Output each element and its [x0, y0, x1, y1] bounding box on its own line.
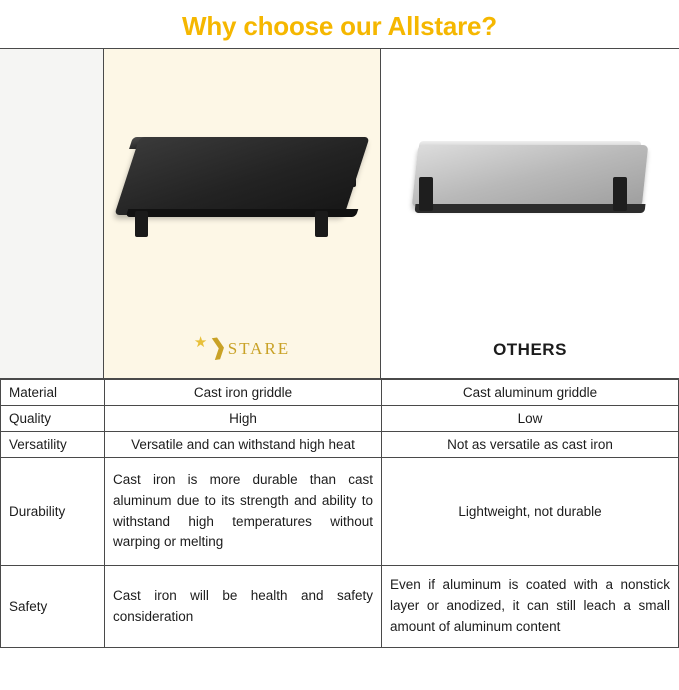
- hero-others-cell: [381, 49, 679, 378]
- others-label: OTHERS: [493, 340, 567, 359]
- row-others-value: Even if aluminum is coated with a nonstick layer or anodized, it can still leach a small amount of aluminum content: [382, 566, 679, 648]
- row-label: Material: [1, 380, 105, 406]
- star-icon: ★: [193, 335, 210, 351]
- hero-label-cell: [0, 49, 104, 378]
- row-others-value: Cast aluminum griddle: [382, 380, 679, 406]
- row-ours-value: Cast iron griddle: [105, 380, 382, 406]
- row-ours-value: Versatile and can withstand high heat: [105, 432, 382, 458]
- comparison-section: [0, 48, 679, 690]
- brand-logo: [104, 334, 380, 360]
- swoosh-icon: ❱: [207, 332, 232, 361]
- row-others-value: Lightweight, not durable: [382, 458, 679, 566]
- cast-aluminum-griddle-photo: [381, 49, 679, 318]
- row-ours-value: High: [105, 406, 382, 432]
- row-label: Durability: [1, 458, 105, 566]
- row-label: Safety: [1, 566, 105, 648]
- table-row: [1, 458, 679, 566]
- row-others-value: Not as versatile as cast iron: [382, 432, 679, 458]
- table-row: [1, 566, 679, 648]
- row-label: Quality: [1, 406, 105, 432]
- page-title: Why choose our Allstare?: [182, 11, 497, 41]
- table-row: [1, 432, 679, 458]
- table-row: [1, 380, 679, 406]
- table-row: [1, 406, 679, 432]
- hero-ours-cell: [104, 49, 381, 378]
- comparison-table: [0, 379, 679, 648]
- hero-row: [0, 49, 679, 379]
- brand-name: STARE: [227, 339, 291, 358]
- row-ours-value: Cast iron is more durable than cast aluminum due to its strength and ability to withstand high temperatures without warping or melting: [105, 458, 382, 566]
- cast-iron-griddle-photo: [104, 49, 380, 318]
- row-label: Versatility: [1, 432, 105, 458]
- row-ours-value: Cast iron will be health and safety consideration: [105, 566, 382, 648]
- row-others-value: Low: [382, 406, 679, 432]
